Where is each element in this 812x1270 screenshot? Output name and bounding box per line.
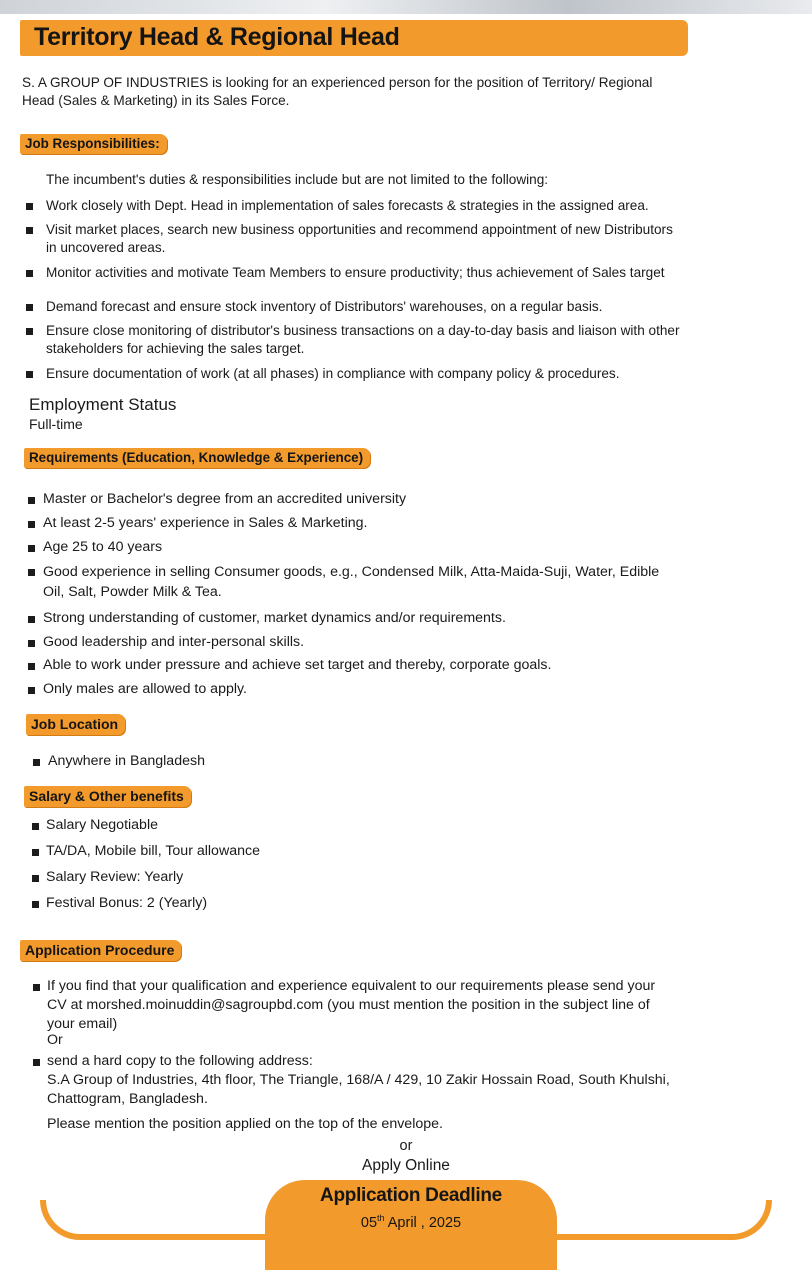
bullet-icon — [32, 875, 39, 882]
section-tag-job-location: Job Location — [26, 714, 125, 735]
list-item: TA/DA, Mobile bill, Tour allowance — [30, 842, 260, 860]
bullet-icon — [28, 521, 35, 528]
deadline-month-year: April , 2025 — [384, 1214, 462, 1231]
bullet-icon — [28, 497, 35, 504]
section-tag-requirements: Requirements (Education, Knowledge & Experience) — [24, 448, 370, 468]
responsibilities-lead: The incumbent's duties & responsibilities include but are not limited to the following: — [46, 172, 549, 187]
list-item: Festival Bonus: 2 (Yearly) — [30, 894, 207, 912]
bullet-icon — [28, 616, 35, 623]
bullet-icon — [33, 984, 40, 991]
bullet-icon — [26, 227, 33, 234]
bullet-icon — [28, 640, 35, 647]
or-separator: Or — [47, 1032, 63, 1048]
list-item: Demand forecast and ensure stock inventory of Distributors' warehouses, on a regular basis. — [26, 298, 602, 316]
list-item: Work closely with Dept. Head in implementation of sales forecasts & strategies in the assigned area. — [26, 197, 649, 215]
list-item: Ensure close monitoring of distributor's business transactions on a day-to-day basis and liaison with other stakeholders for achieving the sales target. — [26, 322, 680, 358]
header-photo-strip — [0, 0, 812, 14]
bullet-icon — [33, 1059, 40, 1066]
intro-line: S. A GROUP OF INDUSTRIES is looking for an experienced person for the position of Territory/ Regional — [22, 75, 653, 90]
list-item: Master or Bachelor's degree from an accredited university — [26, 490, 406, 508]
deadline-day-suffix: th — [377, 1213, 385, 1223]
list-item: Only males are allowed to apply. — [26, 680, 247, 698]
bullet-icon — [28, 545, 35, 552]
intro-paragraph — [22, 74, 652, 110]
bullet-icon — [32, 901, 39, 908]
page-title: Territory Head & Regional Head — [34, 23, 400, 51]
list-item: At least 2-5 years' experience in Sales & Marketing. — [26, 514, 367, 532]
list-item: If you find that your qualification and experience equivalent to our requirements please send your CV at morshed.moinuddin@sagroupbd.com (you must mention the position in the subject line of your email) — [31, 977, 655, 1034]
apply-online-text: Apply Online — [362, 1157, 450, 1174]
title-banner — [20, 20, 688, 56]
list-item: Salary Review: Yearly — [30, 868, 183, 886]
list-item: Good experience in selling Consumer goods, e.g., Condensed Milk, Atta-Maida-Suji, Water, Edible Oil, Salt, Powder Milk & Tea. — [26, 562, 659, 602]
bullet-icon — [26, 270, 33, 277]
bullet-icon — [28, 663, 35, 670]
list-item: Anywhere in Bangladesh — [30, 752, 205, 770]
list-item: Ensure documentation of work (at all phases) in compliance with company policy & procedures. — [26, 365, 620, 383]
bullet-icon — [28, 687, 35, 694]
bullet-icon — [26, 203, 33, 210]
bullet-icon — [32, 823, 39, 830]
bullet-icon — [32, 849, 39, 856]
section-tag-application-procedure: Application Procedure — [20, 940, 181, 961]
employment-status-heading: Employment Status — [29, 395, 177, 414]
list-item: Visit market places, search new business opportunities and recommend appointment of new Distributors in uncovered areas. — [26, 221, 673, 257]
bullet-icon — [26, 328, 33, 335]
list-item: send a hard copy to the following address: S.A Group of Industries, 4th floor, The Triangle, 168/A / 429, 10 Zakir Hossain Road, South Khulshi, Chattogram, Bangladesh. — [31, 1052, 670, 1109]
employment-status-value: Full-time — [29, 416, 83, 432]
deadline-day: 05 — [360, 1214, 378, 1231]
bullet-icon — [26, 304, 33, 311]
section-tag-job-responsibilities: Job Responsibilities: — [20, 134, 167, 154]
list-item: Good leadership and inter-personal skills. — [26, 633, 304, 651]
deadline-date — [265, 1213, 557, 1231]
bullet-icon — [28, 569, 35, 576]
list-item: Able to work under pressure and achieve set target and thereby, corporate goals. — [26, 656, 551, 674]
list-item: Monitor activities and motivate Team Members to ensure productivity; thus achievement of Sales target — [26, 264, 665, 282]
bullet-icon — [26, 371, 33, 378]
or-separator-2: or — [399, 1138, 413, 1154]
intro-line: Head (Sales & Marketing) in its Sales Force. — [22, 93, 290, 108]
deadline-label: Application Deadline — [320, 1185, 502, 1206]
list-item: Strong understanding of customer, market dynamics and/or requirements. — [26, 609, 506, 627]
bullet-icon — [33, 759, 40, 766]
list-item: Salary Negotiable — [30, 816, 158, 834]
list-item: Age 25 to 40 years — [26, 538, 162, 556]
section-tag-salary: Salary & Other benefits — [24, 786, 191, 807]
envelope-note: Please mention the position applied on the top of the envelope. — [47, 1116, 443, 1132]
